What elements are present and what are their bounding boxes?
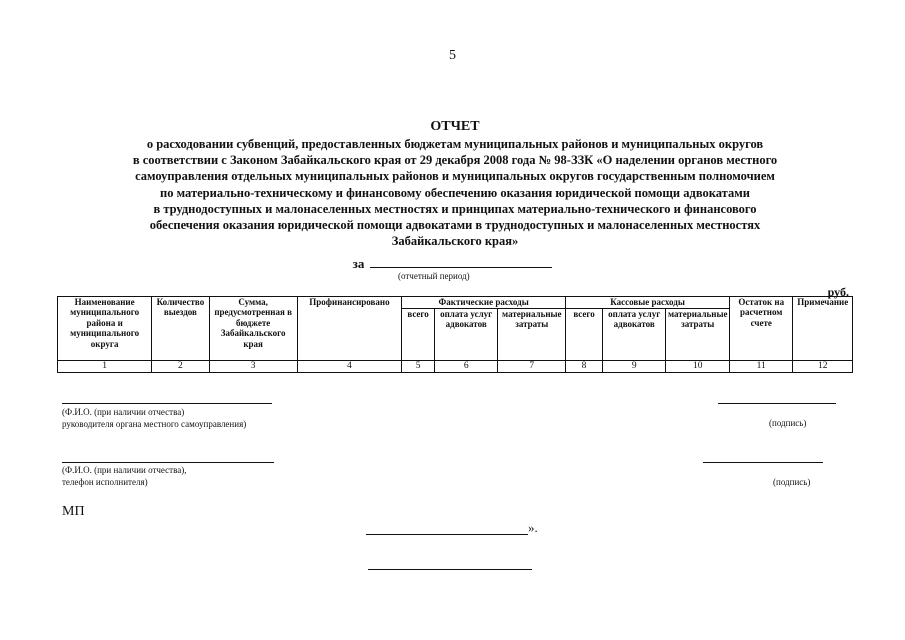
actual-expenses-header: Фактические расходы [402, 297, 566, 309]
date-quote: ». [528, 520, 538, 535]
column-number-row [58, 361, 853, 373]
column-number: 9 [602, 361, 666, 373]
report-table [57, 296, 853, 373]
date-line [366, 534, 528, 535]
subtitle-line: самоуправления отдельных муниципальных районов и муниципальных округов государственным полномочием [135, 169, 775, 184]
col-cash-material: материальные затраты [666, 309, 730, 361]
col-name-header: Наименование муниципального района и муниципального округа [58, 297, 152, 361]
column-number: 7 [498, 361, 566, 373]
stamp-place: МП [62, 504, 85, 519]
exec-signature-line [703, 462, 823, 463]
period-row [0, 254, 905, 272]
head-signature-caption: (подпись) [769, 418, 807, 428]
col-actual-payment: оплата услуг адвокатов [434, 309, 498, 361]
column-number: 5 [402, 361, 435, 373]
column-number: 10 [666, 361, 730, 373]
column-number: 11 [729, 361, 793, 373]
column-number: 3 [209, 361, 297, 373]
col-note-header: Примечание [793, 297, 853, 361]
col-balance-header: Остаток на расчетном счете [729, 297, 793, 361]
column-number: 1 [58, 361, 152, 373]
bottom-line [368, 569, 532, 570]
subtitle-line: в труднодоступных и малонаселенных местностях и принципах материально-технического и финансового [153, 201, 757, 216]
report-title: ОТЧЕТ [430, 119, 480, 134]
exec-signature-caption: (подпись) [773, 477, 811, 487]
head-fio-caption: (Ф.И.О. (при наличии отчества) [62, 407, 185, 417]
column-number: 12 [793, 361, 853, 373]
subtitle-line: обеспечения оказания юридической помощи адвокатами в труднодоступных и малонаселенных местностях [149, 218, 761, 233]
exec-fio-line [62, 462, 274, 463]
head-role-caption: руководителя органа местного самоуправления) [62, 419, 247, 429]
column-number: 8 [566, 361, 603, 373]
period-prefix: за [352, 256, 365, 271]
currency-label: руб. [827, 285, 849, 299]
column-number: 4 [297, 361, 401, 373]
col-cash-payment: оплата услуг адвокатов [602, 309, 666, 361]
col-sum-header: Сумма, предусмотренная в бюджете Забайкальского края [209, 297, 297, 361]
column-number: 6 [434, 361, 498, 373]
period-hint: (отчетный период) [398, 271, 470, 281]
header-row [58, 297, 853, 309]
period-input-line [370, 254, 552, 268]
column-number: 2 [152, 361, 209, 373]
report-heading [40, 118, 870, 249]
subtitle-line: о расходовании субвенций, предоставленных бюджетам муниципальных районов и муниципальных округов [146, 137, 764, 151]
col-prefinanced-header: Профинансировано [297, 297, 401, 361]
col-actual-total: всего [402, 309, 435, 361]
exec-role-caption: телефон исполнителя) [62, 477, 148, 487]
subtitle-line: Забайкальского края» [391, 234, 519, 249]
subtitle-line: по материально-техническому и финансовому обеспечению оказания юридической помощи адвокатами [160, 185, 750, 200]
page-number: 5 [449, 48, 456, 63]
cash-expenses-header: Кассовые расходы [566, 297, 730, 309]
col-cash-total: всего [566, 309, 603, 361]
head-fio-line [62, 403, 272, 404]
subtitle-line: в соответствии с Законом Забайкальского края от 29 декабря 2008 года № 98-ЗЗК «О наделении органов местного [132, 153, 778, 168]
col-count-header: Количество выездов [152, 297, 209, 361]
col-actual-material: материальные затраты [498, 309, 566, 361]
exec-fio-caption: (Ф.И.О. (при наличии отчества), [62, 465, 187, 475]
head-signature-line [718, 403, 836, 404]
